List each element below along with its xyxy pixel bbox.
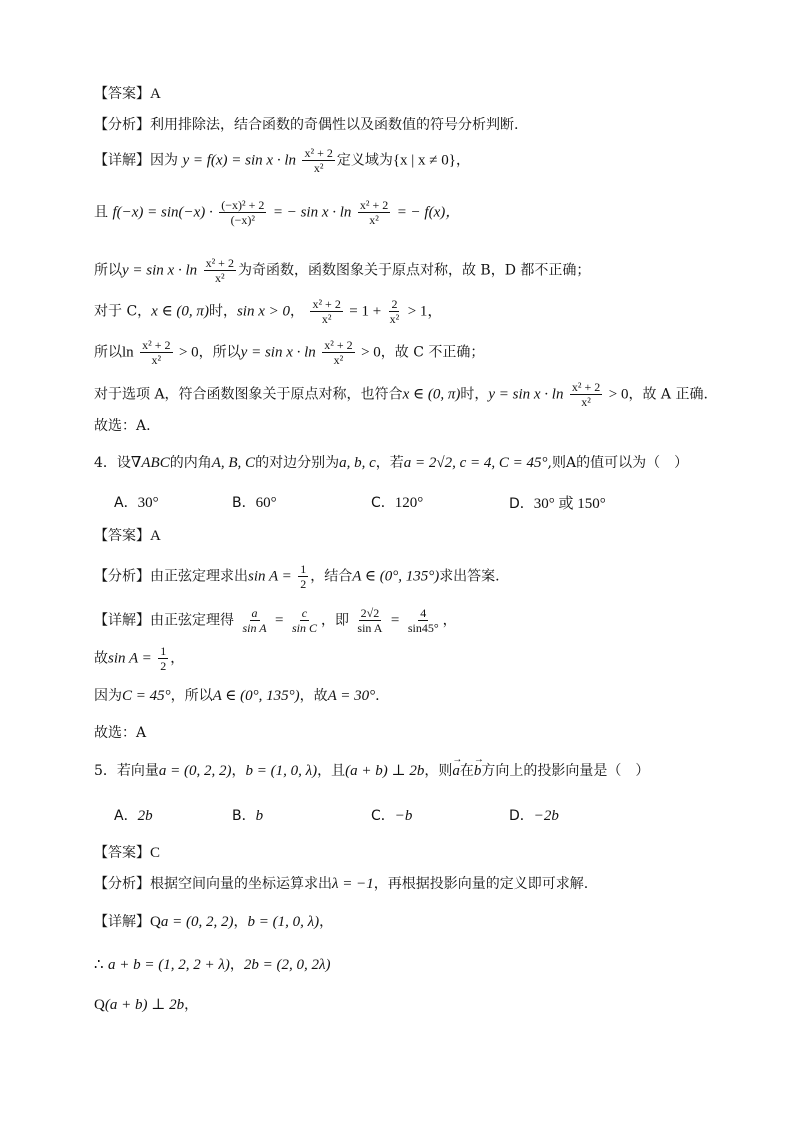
text: 对于选项 A，符合函数图象关于原点对称，也符合: [94, 386, 403, 403]
frac-den: sin A: [357, 621, 383, 635]
formula: A ∈ (0°, 135°): [352, 568, 440, 585]
detail-tag: 【详解】: [94, 612, 150, 629]
text: ，故: [299, 688, 328, 704]
q5-answer-line: [94, 843, 160, 863]
text: ，则: [424, 763, 453, 779]
option-value: b: [255, 808, 264, 824]
text: ，所以: [198, 344, 241, 361]
analysis-tag: 【分析】: [94, 876, 150, 892]
analysis-tag: 【分析】: [94, 117, 150, 133]
frac-num: c: [301, 606, 308, 620]
text: ，: [455, 152, 470, 169]
formula: A = 30°: [327, 688, 376, 704]
fraction: [298, 562, 308, 591]
answer-tag: 【答案】: [94, 86, 150, 102]
text: ，所以: [170, 688, 213, 704]
option-label: C．: [371, 808, 395, 824]
answer-tag: 【答案】: [94, 845, 150, 861]
text: 且: [94, 204, 108, 221]
q3-detail-line-4: [94, 297, 442, 326]
option-label: D．: [509, 808, 534, 824]
text: ，: [229, 957, 244, 973]
text: .: [375, 688, 380, 704]
frac-den: x²: [389, 312, 400, 326]
q3-detail-line-6: [94, 380, 708, 409]
q3-answer-line: [94, 84, 161, 104]
text: 时，: [208, 303, 237, 320]
option-label: B．: [232, 495, 256, 511]
frac-den: x²: [214, 271, 225, 285]
frac-den: x²: [151, 353, 162, 367]
text: ，: [319, 914, 334, 930]
formula: sin A =: [108, 650, 152, 667]
text: 求出答案.: [439, 568, 500, 585]
frac-den: x²: [333, 353, 344, 367]
q3-detail-line-3: [94, 256, 590, 285]
fraction: [388, 297, 402, 326]
formula: y = sin x · ln: [488, 386, 564, 403]
formula: ∴: [94, 957, 104, 973]
text: 在: [459, 763, 474, 779]
formula: a = (0, 2, 2): [160, 914, 234, 930]
fraction: [140, 338, 172, 367]
option-value: 30° 或 150°: [533, 496, 606, 512]
formula: a, b, c: [339, 455, 376, 471]
analysis-tag: 【分析】: [94, 568, 150, 585]
analysis-text: 利用排除法，结合函数的奇偶性以及函数值的符号分析判断.: [150, 117, 519, 133]
fraction: [322, 338, 354, 367]
q3-analysis-line: [94, 115, 518, 135]
text: 的内角: [169, 455, 212, 471]
option-d: [509, 492, 606, 513]
frac-num: x² + 2: [205, 256, 234, 270]
formula: f(−x) = sin(−x) ·: [112, 204, 213, 221]
formula: x ∈ (0, π): [402, 386, 461, 403]
text: 故选：A: [94, 725, 147, 741]
q3-detail-line-5: [94, 338, 484, 367]
q5-detail-line-1: [94, 912, 333, 932]
frac-den: x²: [313, 161, 324, 175]
text: ,则A的值可以为（ ）: [547, 455, 689, 471]
formula: 2b = (2, 0, 2λ): [243, 957, 331, 973]
formula: y = sin x · ln: [122, 262, 198, 279]
frac-num: x² + 2: [359, 198, 389, 212]
frac-den: x²: [321, 312, 332, 326]
text: 4．设: [94, 455, 131, 471]
option-value: 2b: [137, 808, 153, 824]
answer-value: A: [150, 528, 161, 544]
q3-choose-line: [94, 416, 151, 436]
text: 5．若向量: [94, 763, 159, 779]
formula: A, B, C: [211, 455, 256, 471]
q4-detail-line-3: [94, 686, 380, 706]
frac-den: sin C: [291, 621, 317, 635]
option-label: B．: [232, 808, 256, 824]
formula: > 1，: [407, 303, 443, 320]
formula: → b: [474, 761, 482, 781]
option-c: [371, 492, 423, 512]
q4-stem-line: [94, 453, 688, 473]
text: 所以: [94, 262, 122, 279]
frac-num: (−x)² + 2: [221, 198, 265, 212]
fraction: [204, 256, 236, 285]
q4-analysis-line: [94, 562, 500, 591]
formula: sin x > 0: [236, 303, 290, 320]
fraction: [310, 297, 342, 326]
text: 根据空间向量的坐标运算求出: [150, 876, 332, 892]
option-label: A．: [114, 495, 138, 511]
frac-num: 1: [300, 562, 307, 576]
frac-num: 2: [391, 297, 398, 311]
frac-num: x² + 2: [571, 380, 601, 394]
answer-tag: 【答案】: [94, 528, 150, 544]
fraction: [355, 606, 384, 635]
formula: (a + b) ⊥ 2b: [345, 763, 425, 779]
formula: =: [390, 612, 400, 629]
frac-den: (−x)²: [230, 213, 255, 227]
formula: = − f(x)，: [396, 204, 461, 221]
option-value: 30°: [137, 495, 159, 511]
formula: ∇ABC: [130, 455, 170, 471]
formula: → a: [452, 761, 460, 781]
formula: A ∈ (0°, 135°): [212, 688, 300, 704]
fraction: [290, 606, 319, 635]
text: ，: [233, 914, 248, 930]
text: ，若: [375, 455, 404, 471]
fraction: [406, 606, 441, 635]
formula: b = (1, 0, λ): [245, 763, 318, 779]
formula: = − sin x · ln: [272, 204, 352, 221]
text: 因为: [150, 152, 178, 169]
formula: > 0: [178, 344, 199, 361]
fraction: [240, 606, 268, 635]
q4-answer-line: [94, 526, 161, 546]
text: 方向上的投影向量是（ ）: [481, 763, 650, 779]
formula: a = 2√2, c = 4, C = 45°: [403, 455, 548, 471]
option-c: [371, 805, 412, 825]
frac-num: x² + 2: [142, 338, 171, 352]
option-b: [232, 492, 277, 512]
frac-num: 1: [160, 644, 167, 658]
text: ，: [170, 650, 185, 667]
formula: ln: [122, 344, 134, 361]
q5-stem-line: [94, 761, 649, 781]
text: 时，: [460, 386, 489, 403]
option-label: C．: [371, 495, 395, 511]
formula: λ = −1: [332, 876, 374, 892]
option-label: A．: [114, 808, 138, 824]
formula: y = f(x) = sin x · ln: [182, 152, 297, 169]
option-value: 60°: [255, 495, 277, 511]
formula: a + b = (1, 2, 2 + λ): [108, 957, 230, 973]
fraction: [302, 146, 334, 175]
frac-den: sin45°: [407, 621, 439, 635]
formula: Q: [94, 997, 105, 1013]
formula: C = 45°: [122, 688, 171, 704]
option-value: −b: [394, 808, 413, 824]
formula: y = sin x · ln: [240, 344, 316, 361]
q5-detail-line-2: [94, 955, 330, 975]
q4-detail-line-2: [94, 644, 184, 673]
formula: {x | x ≠ 0}: [392, 152, 456, 169]
formula: > 0: [361, 344, 381, 361]
frac-num: x² + 2: [324, 338, 353, 352]
frac-den: sin A: [242, 621, 267, 635]
frac-den: 2: [300, 577, 307, 591]
frac-num: x² + 2: [312, 297, 341, 311]
option-d: [509, 805, 559, 825]
fraction: [358, 198, 390, 227]
option-label: D．: [509, 496, 534, 512]
fraction: [219, 198, 266, 227]
option-value: 120°: [394, 495, 424, 511]
text: 为奇函数，函数图象关于原点对称，故 B，D 都不正确；: [237, 262, 591, 279]
frac-den: x²: [369, 213, 379, 227]
formula: x ∈ (0, π): [151, 303, 209, 320]
formula: = 1 +: [349, 303, 382, 320]
option-a: [114, 805, 153, 825]
text: 定义域为: [336, 152, 393, 169]
formula: b = (1, 0, λ): [247, 914, 320, 930]
fraction: [570, 380, 602, 409]
frac-num: 4: [420, 606, 427, 620]
q4-detail-line-1: [94, 606, 457, 635]
text: 对于 C，: [94, 303, 152, 320]
text: ，即: [320, 612, 349, 629]
text: ，再根据投影向量的定义即可求解.: [373, 876, 589, 892]
text: 由正弦定理得: [150, 612, 234, 629]
q5-detail-line-3: [94, 995, 198, 1015]
frac-den: x²: [581, 395, 591, 409]
option-b: [232, 805, 263, 825]
text: 故: [94, 650, 108, 667]
option-value: −2b: [533, 808, 559, 824]
answer-value: C: [150, 845, 161, 861]
formula: (a + b) ⊥ 2b: [104, 997, 185, 1013]
text: ，: [290, 303, 304, 320]
formula: sin A =: [248, 568, 292, 585]
formula: =: [275, 612, 284, 629]
formula: Q: [150, 914, 161, 930]
text: ，: [442, 612, 457, 629]
text: ，: [184, 997, 199, 1013]
text: ，: [231, 763, 246, 779]
text: 的对边分别为: [255, 455, 340, 471]
frac-num: a: [251, 606, 258, 620]
text: ，故 A 正确.: [628, 386, 708, 403]
text: ，且: [317, 763, 346, 779]
answer-value: A: [150, 86, 161, 102]
fraction: [158, 644, 168, 673]
q5-analysis-line: [94, 874, 588, 894]
text: 由正弦定理求出: [150, 568, 248, 585]
text: ，结合: [310, 568, 353, 585]
q4-choose-line: [94, 723, 146, 743]
q3-detail-line-1: [94, 146, 470, 175]
option-a: [114, 492, 159, 512]
detail-tag: 【详解】: [94, 914, 150, 930]
frac-num: 2√2: [360, 606, 380, 620]
q3-detail-line-2: [94, 198, 460, 227]
formula: > 0: [608, 386, 629, 403]
text: 所以: [94, 344, 122, 361]
detail-tag: 【详解】: [94, 152, 150, 169]
text: 因为: [94, 688, 122, 704]
text: ，故 C 不正确；: [380, 344, 485, 361]
frac-num: x² + 2: [304, 146, 333, 160]
text: 故选：A.: [94, 418, 151, 434]
formula: a = (0, 2, 2): [158, 763, 232, 779]
frac-den: 2: [160, 659, 167, 673]
